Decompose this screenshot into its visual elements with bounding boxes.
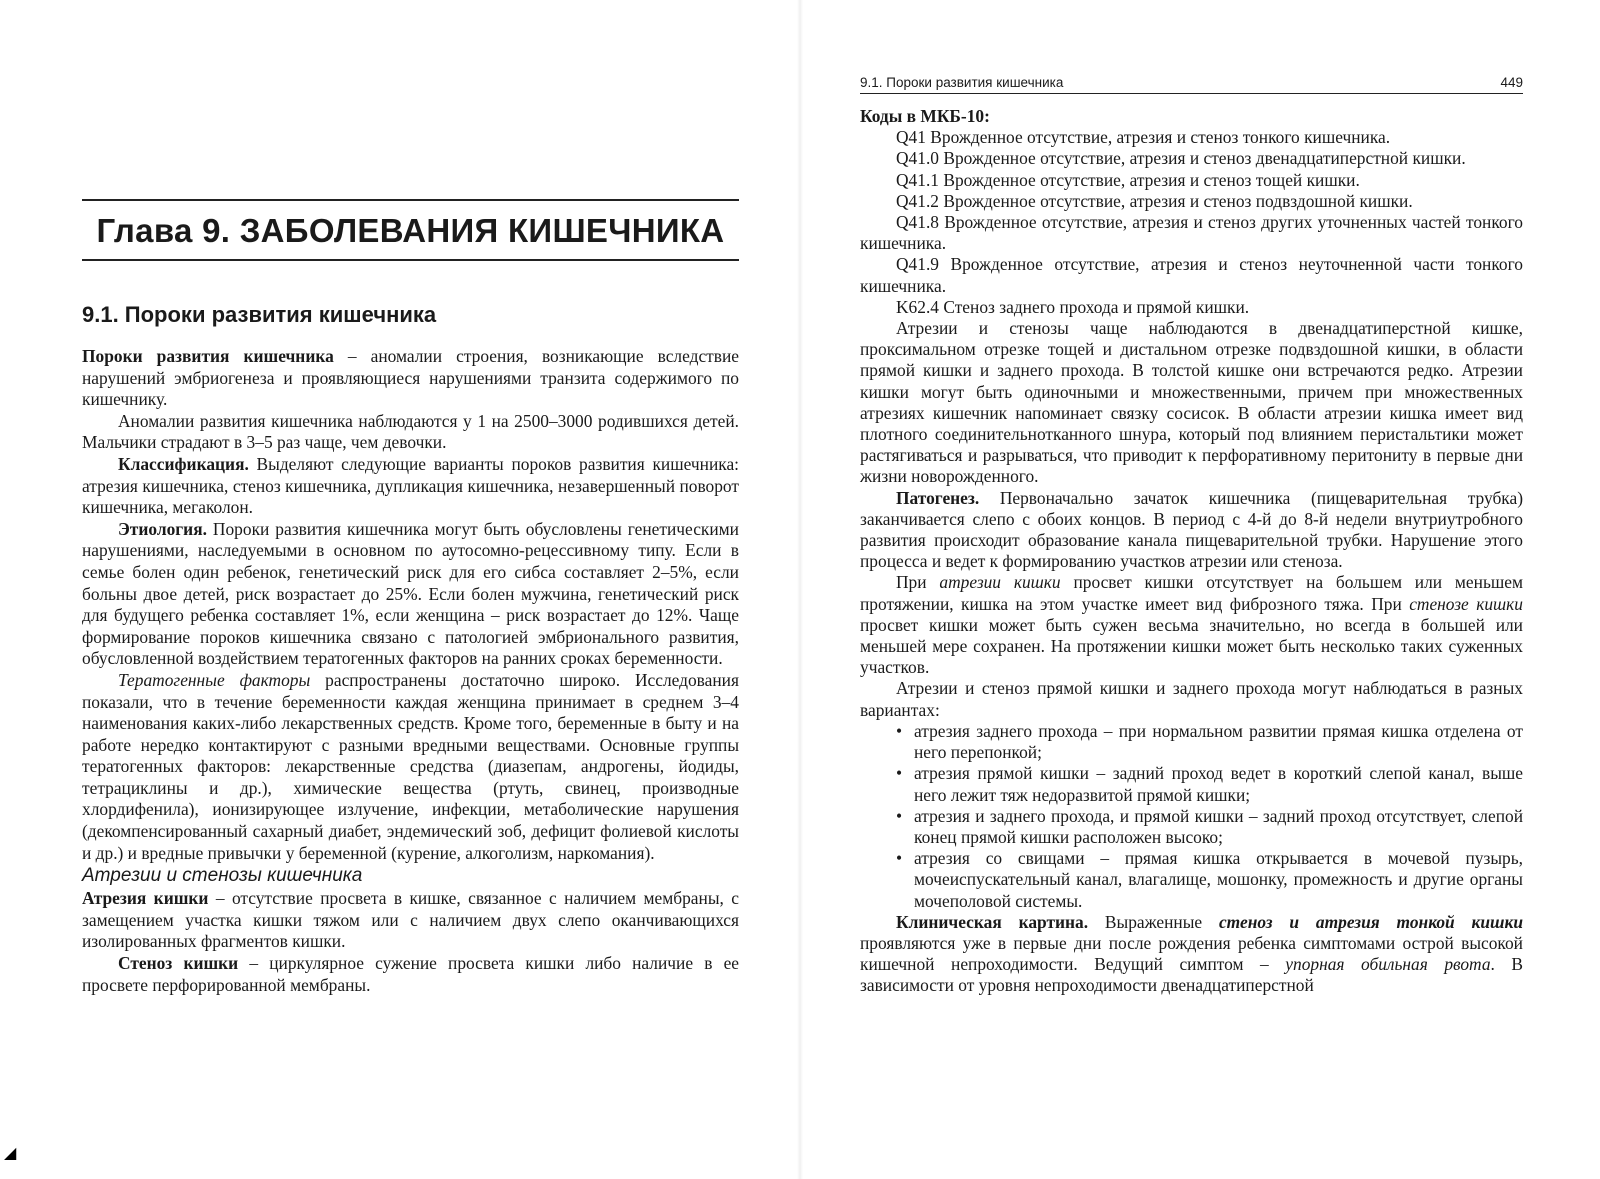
term: Клиническая картина. <box>896 911 1089 932</box>
code-line: K62.4 Стеноз заднего прохода и прямой кишки. <box>896 296 1250 317</box>
scan-mark-icon: ◢ <box>4 1145 17 1162</box>
page-fold <box>797 0 803 1179</box>
term: Этиология. <box>118 518 207 539</box>
paragraph: Атрезии и стеноз прямой кишки и заднего прохода могут наблюдаться в разных вариантах: <box>860 678 1523 720</box>
term: Тератогенные факторы <box>118 669 311 690</box>
paragraph: Стеноз кишки – циркулярное сужение просвета кишки либо наличие в ее просвете перфорированной мембраны. <box>82 953 740 995</box>
code-line: Q41.8 Врожденное отсутствие, атрезия и стеноз других уточненных частей тонкого кишечника. <box>860 212 1523 254</box>
paragraph: При атрезии кишки просвет кишки отсутствует на большем или меньшем протяжении, кишка на этом участке имеет вид фиброзного тяжа. При стенозе кишки просвет кишки может быть сужен весьма значительно, но всегда в большей или меньшей мере сохранен. На протяжении кишки может быть несколько таких суженных участков. <box>860 572 1523 678</box>
term: Пороки развития кишечника <box>82 346 334 366</box>
codes-heading: Коды в МКБ-10: <box>860 106 990 126</box>
code-line: Q41.9 Врожденное отсутствие, атрезия и стеноз неуточненной части тонкого кишечника. <box>860 254 1523 296</box>
right-body <box>860 106 1523 997</box>
term: Патогенез. <box>896 487 980 508</box>
term: Стеноз кишки <box>118 953 239 974</box>
left-body <box>82 346 739 996</box>
subsection-title: Атрезии и стенозы кишечника <box>82 865 363 887</box>
term: Атрезия кишки <box>82 888 209 909</box>
list-item: • атрезия и заднего прохода, и прямой кишки – задний проход отсутствует, слепой конец прямой кишки расположен высоко; <box>860 806 1523 848</box>
chapter-rule-bottom <box>82 259 739 261</box>
code-line: Q41.2 Врожденное отсутствие, атрезия и стеноз подвздошной кишки. <box>896 190 1413 211</box>
chapter-title: Глава 9. ЗАБОЛЕВАНИЯ КИШЕЧНИКА <box>96 212 725 249</box>
code-line: Q41.1 Врожденное отсутствие, атрезия и стеноз тощей кишки. <box>896 169 1360 190</box>
list-item: • атрезия заднего прохода – при нормальном развитии прямая кишка отделена от него перепонкой; <box>860 721 1523 763</box>
code-line: Q41.0 Врожденное отсутствие, атрезия и стеноз двенадцатиперстной кишки. <box>896 148 1466 169</box>
list-item: • атрезия прямой кишки – задний проход ведет в короткий слепой канал, выше него лежит тяж недоразвитой прямой кишки; <box>860 763 1523 805</box>
list-item: • атрезия со свищами – прямая кишка открывается в мочевой пузырь, мочеиспускательный канал, влагалище, мошонку, промежность и другие органы мочеполовой системы. <box>860 848 1523 912</box>
page-number: 449 <box>1500 75 1523 90</box>
paragraph: Атрезия кишки – отсутствие просвета в кишке, связанное с наличием мембраны, с замещением участка кишки тяжом или с наличием двух слепо оканчивающихся изолированных фрагментов кишки. <box>82 888 739 952</box>
paragraph: Пороки развития кишечника – аномалии строения, возникающие вследствие нарушений эмбриогенеза и проявляющиеся нарушениями транзита содержимого по кишечнику. <box>82 346 740 410</box>
term: Классификация. <box>118 453 249 474</box>
running-head-title: 9.1. Пороки развития кишечника <box>860 75 1064 90</box>
section-title: 9.1. Пороки развития кишечника <box>82 302 437 327</box>
paragraph: Атрезии и стенозы чаще наблюдаются в двенадцатиперстной кишке, проксимальном отрезке тощей и дистальном отрезке подвздошной кишки, в области прямой кишки и заднего прохода. В толстой кишке они встречаются редко. Атрезии кишки могут быть одиночными и множественными, причем при множественных атрезиях кишечник напоминает связку сосисок. В области атрезии кишка имеет вид плотного соединительнотканного шнура, который под влиянием перистальтики может растягиваться и разрываться, что приводит к перфоративному перитониту в первые дни жизни новорожденного. <box>860 318 1523 487</box>
paragraph: Этиология. Пороки развития кишечника могут быть обусловлены генетическими нарушениями, наследуемыми в основном по аутосомно-рецессивному типу. Если в семье болен один ребенок, генетический риск для его сибса составляет 2–5%, если больны двое детей, риск возрастает до 25%. Если болен мужчина, генетический риск для будущего ребенка составляет 1%, если женщина – риск возрастает до 12%. Чаще формирование пороков кишечника связано с патологией эмбрионального развития, обусловленной воздействием тератогенных факторов на ранних сроках беременности. <box>82 518 739 669</box>
paragraph: Классификация. Выделяют следующие варианты пороков развития кишечника: атрезия кишечника, стеноз кишечника, дупликация кишечника, незавершенный поворот кишечника, мегаколон. <box>82 453 739 518</box>
code-line: Q41 Врожденное отсутствие, атрезия и стеноз тонкого кишечника. <box>896 127 1391 148</box>
paragraph: Тератогенные факторы распространены достаточно широко. Исследования показали, что в течение беременности каждая женщина принимает в среднем 3–4 наименования каких-либо лекарственных средств. Кроме того, беременные в быту и на работе нередко контактируют с разными вредными веществами. Основные группы тератогенных факторов: лекарственные средства (диазепам, андрогены, йодиды, тетрациклины и др.), химические вещества (ртуть, свинец, производные хлордифенила), ионизирующее излучение, инфекции, метаболические нарушения (декомпенсированный сахарный диабет, эндемический зоб, дефицит фолиевой кислоты и др.) и вредные привычки у беременной (курение, алкоголизм, наркомания). <box>82 669 739 863</box>
paragraph: Аномалии развития кишечника наблюдаются у 1 на 2500–3000 родившихся детей. Мальчики страдают в 3–5 раз чаще, чем девочки. <box>82 410 739 453</box>
bullet-list <box>860 721 1523 912</box>
chapter-rule-top <box>82 199 739 201</box>
paragraph: Патогенез. Первоначально зачаток кишечника (пищеварительная трубка) заканчивается слепо с обоих концов. В период с 4-й до 8-й недели внутриутробного развития происходит образование канала пищеварительной трубки. Нарушение этого процесса и ведет к формированию участков атрезии или стеноза. <box>860 487 1523 572</box>
paragraph: Клиническая картина. Выраженные стеноз и атрезия тонкой кишки проявляются уже в первые дни после рождения ребенка симптомами острой высокой кишечной непроходимости. Ведущий симптом – упорная обильная рвота. В зависимости от уровня непроходимости двенадцатиперстной <box>860 911 1523 996</box>
running-head <box>860 75 1523 94</box>
